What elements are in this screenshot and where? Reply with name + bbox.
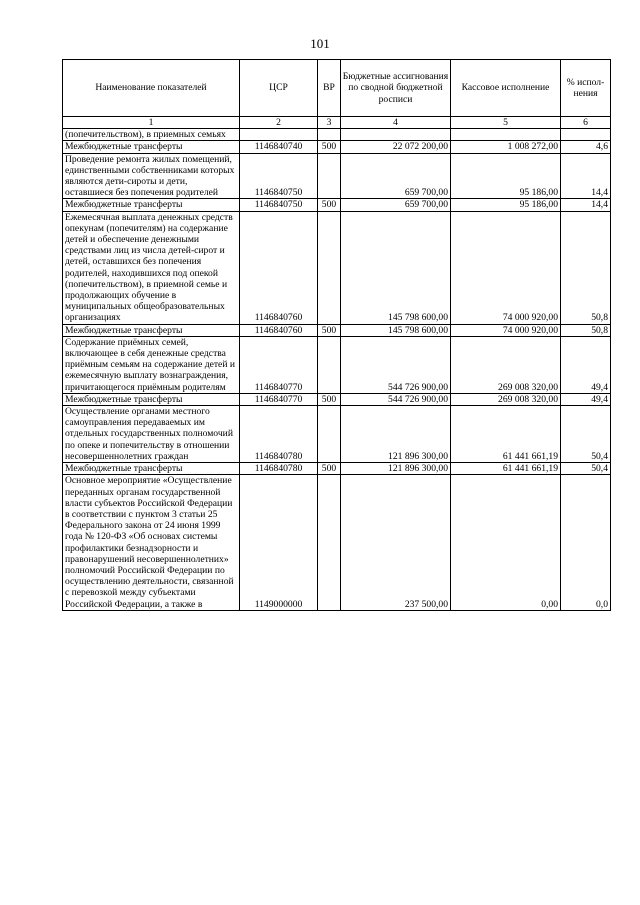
table-row <box>63 336 611 393</box>
column-number: 3 <box>318 117 341 129</box>
row-allocations: 544 726 900,00 <box>341 336 451 393</box>
row-cash: 61 441 661,19 <box>451 463 561 475</box>
row-csr: 1146840770 <box>240 393 318 405</box>
row-allocations: 659 700,00 <box>341 153 451 199</box>
row-name: Межбюджетные трансферты <box>63 199 240 211</box>
row-csr: 1149000000 <box>240 475 318 610</box>
row-csr: 1146840770 <box>240 336 318 393</box>
row-cash: 74 000 920,00 <box>451 211 561 324</box>
row-name: (попечительством), в приемных семьях <box>63 129 240 141</box>
row-percent: 14,4 <box>561 153 611 199</box>
row-csr: 1146840760 <box>240 211 318 324</box>
row-cash: 0,00 <box>451 475 561 610</box>
row-name: Межбюджетные трансферты <box>63 324 240 336</box>
budget-execution-table <box>62 59 611 611</box>
row-csr: 1146840780 <box>240 463 318 475</box>
header-allocations: Бюджетные ассигнования по сводной бюджетной росписи <box>341 60 451 117</box>
row-allocations: 145 798 600,00 <box>341 324 451 336</box>
row-cash: 269 008 320,00 <box>451 336 561 393</box>
row-vr <box>318 475 341 610</box>
table-header-row <box>63 60 611 117</box>
row-name: Содержание приёмных семей, включающее в себя денежные средства приёмным семьям на содержание детей и ежемесячную выплату вознаграждения, причитающегося приёмным родителям <box>63 336 240 393</box>
row-name: Межбюджетные трансферты <box>63 463 240 475</box>
row-cash: 95 186,00 <box>451 199 561 211</box>
header-percent: % испол-нения <box>561 60 611 117</box>
row-name: Ежемесячная выплата денежных средств опекунам (попечителям) на содержание детей и обеспечение денежными средствами лиц из числа детей-сирот и детей, оставшихся без попечения родителей, находившихся под опекой (попечительством), в приемной семье и продолжающих обучение в муниципальных общеобразовательных организациях <box>63 211 240 324</box>
row-csr: 1146840760 <box>240 324 318 336</box>
row-allocations: 659 700,00 <box>341 199 451 211</box>
row-vr: 500 <box>318 463 341 475</box>
column-numbers-row <box>63 117 611 129</box>
row-percent: 0,0 <box>561 475 611 610</box>
row-csr: 1146840750 <box>240 199 318 211</box>
row-cash: 95 186,00 <box>451 153 561 199</box>
row-percent: 50,8 <box>561 211 611 324</box>
table-row <box>63 463 611 475</box>
row-percent: 50,8 <box>561 324 611 336</box>
row-cash <box>451 129 561 141</box>
table-row <box>63 406 611 463</box>
row-csr <box>240 129 318 141</box>
table-row <box>63 475 611 610</box>
row-allocations: 237 500,00 <box>341 475 451 610</box>
row-percent: 4,6 <box>561 141 611 153</box>
table-row <box>63 393 611 405</box>
row-name: Проведение ремонта жилых помещений, единственными собственниками которых являются дети-сироты и дети, оставшиеся без попечения родителей <box>63 153 240 199</box>
row-name: Межбюджетные трансферты <box>63 393 240 405</box>
column-number: 4 <box>341 117 451 129</box>
row-csr: 1146840750 <box>240 153 318 199</box>
header-csr: ЦСР <box>240 60 318 117</box>
header-vr: ВР <box>318 60 341 117</box>
row-name: Осуществление органами местного самоуправления передаваемых им отдельных государственных полномочий по опеке и попечительству в отношении несовершеннолетних граждан <box>63 406 240 463</box>
table-row <box>63 141 611 153</box>
row-cash: 74 000 920,00 <box>451 324 561 336</box>
row-allocations: 544 726 900,00 <box>341 393 451 405</box>
row-allocations: 22 072 200,00 <box>341 141 451 153</box>
header-cash: Кассовое исполнение <box>451 60 561 117</box>
row-allocations <box>341 129 451 141</box>
row-allocations: 145 798 600,00 <box>341 211 451 324</box>
row-name: Основное мероприятие «Осуществление переданных органам государственной власти субъектов Российской Федерации в соответствии с пунктом 3 статьи 25 Федерального закона от 24 июня 1999 года № 120-ФЗ «Об основах системы профилактики безнадзорности и правонарушений несовершеннолетних» полномочий Российской Федерации по осуществлению деятельности, связанной с перевозкой между субъектами Российской Федерации, а также в <box>63 475 240 610</box>
row-allocations: 121 896 300,00 <box>341 463 451 475</box>
page-number: 101 <box>310 36 330 51</box>
row-percent: 14,4 <box>561 199 611 211</box>
table-row <box>63 324 611 336</box>
row-vr <box>318 153 341 199</box>
table-row <box>63 199 611 211</box>
row-csr: 1146840740 <box>240 141 318 153</box>
row-cash: 61 441 661,19 <box>451 406 561 463</box>
row-vr: 500 <box>318 199 341 211</box>
column-number: 2 <box>240 117 318 129</box>
row-vr <box>318 336 341 393</box>
row-vr: 500 <box>318 141 341 153</box>
row-percent: 50,4 <box>561 463 611 475</box>
column-number: 5 <box>451 117 561 129</box>
row-percent: 49,4 <box>561 393 611 405</box>
row-percent: 49,4 <box>561 336 611 393</box>
row-allocations: 121 896 300,00 <box>341 406 451 463</box>
column-number: 1 <box>63 117 240 129</box>
table-row <box>63 153 611 199</box>
row-percent <box>561 129 611 141</box>
header-name: Наименование показателей <box>63 60 240 117</box>
table-row <box>63 211 611 324</box>
row-cash: 269 008 320,00 <box>451 393 561 405</box>
row-vr <box>318 211 341 324</box>
row-name: Межбюджетные трансферты <box>63 141 240 153</box>
row-vr <box>318 406 341 463</box>
table-row <box>63 129 611 141</box>
column-number: 6 <box>561 117 611 129</box>
row-vr: 500 <box>318 393 341 405</box>
row-percent: 50,4 <box>561 406 611 463</box>
row-vr: 500 <box>318 324 341 336</box>
row-cash: 1 008 272,00 <box>451 141 561 153</box>
row-csr: 1146840780 <box>240 406 318 463</box>
row-vr <box>318 129 341 141</box>
